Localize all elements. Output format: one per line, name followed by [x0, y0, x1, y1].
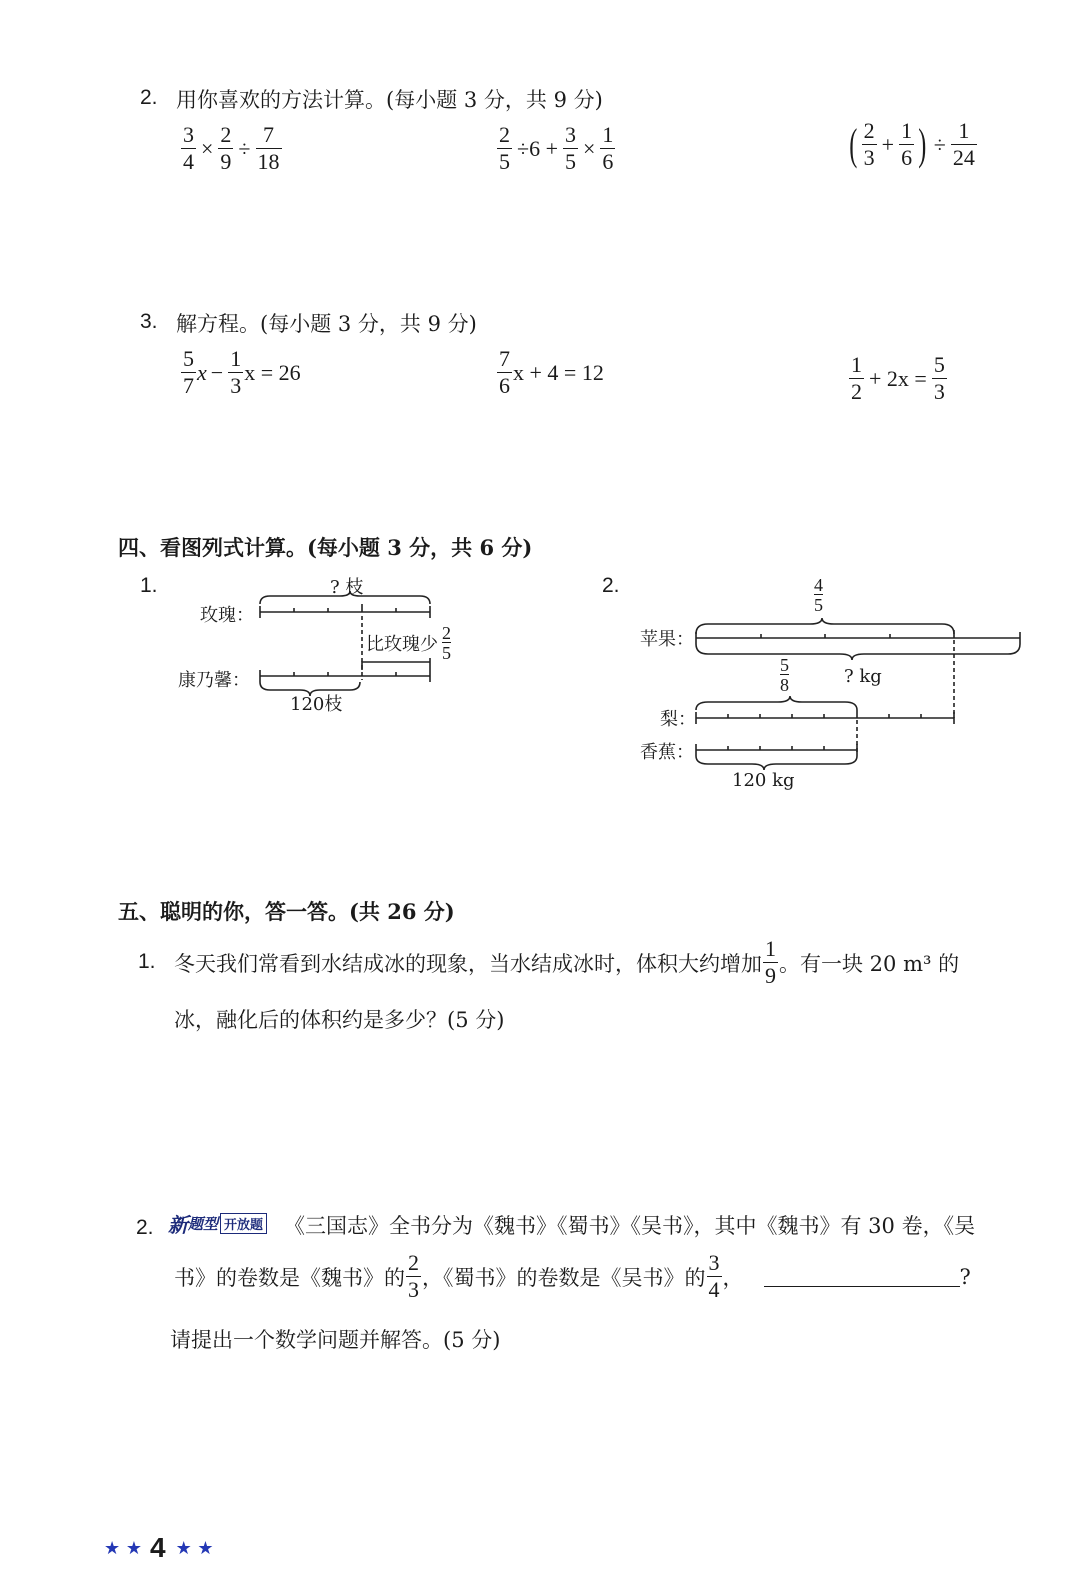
page-footer — [104, 1532, 214, 1564]
banana-amount: 120 kg — [732, 770, 795, 791]
new-open-question-badge: 新 题型 开放题 — [168, 1209, 267, 1238]
problem-1-line-2: 冰，融化后的体积约是多少？(5 分) — [174, 1008, 505, 1032]
star-icon: ★ ★ — [104, 1537, 142, 1559]
less-than-rose-label: 比玫瑰少 2 5 — [366, 623, 451, 663]
answer-blank[interactable] — [764, 1266, 960, 1287]
section-4-title: 四、看图列式计算。(每小题 3 分，共 6 分) — [118, 535, 533, 560]
q3-instruction: 解方程。(每小题 3 分，共 9 分) — [176, 312, 477, 336]
pear-brace — [696, 696, 857, 710]
q2-number: 2. — [140, 86, 158, 109]
problem-1-number: 1. — [138, 950, 156, 973]
star-icon: ★ ★ — [175, 1537, 214, 1559]
q3-equation-3: $\frac{1}{2}$ + 2x = $\frac{5}{3}$ — [851, 352, 945, 404]
q3-number: 3. — [140, 310, 158, 333]
rose-question-label: ? 枝 — [330, 577, 364, 598]
apple-question-label: ? kg — [844, 666, 882, 687]
apple-bottom-brace — [696, 644, 1020, 660]
pear-label: 梨： — [660, 709, 696, 730]
q2-instruction: 用你喜欢的方法计算。(每小题 3 分，共 9 分) — [176, 88, 603, 112]
q3-equation-1: $\frac{5}{7}$ x − $\frac{1}{3}$ x = 26 — [183, 346, 301, 398]
carnation-amount: 120枝 — [290, 694, 343, 715]
problem-1-line-1: 冬天我们常看到水结成冰的现象，当水结成冰时，体积大约增加 $\frac{1}{9}$ 。有一块 20 m³ 的 — [174, 936, 960, 988]
q2-expression-3: ( $\frac{2}{3}$ + $\frac{1}{6}$ ) ÷ $\frac{1}{24}$ — [849, 118, 975, 170]
carnation-label: 康乃馨： — [178, 670, 250, 691]
pear-fraction: 5 8 — [780, 655, 789, 695]
q3-equation-2: $\frac{7}{6}$ x + 4 = 12 — [499, 346, 604, 398]
banana-brace — [696, 756, 857, 770]
q2-expression-1: $\frac{3}{4}$ × $\frac{2}{9}$ ÷ $\frac{7}{18}$ — [183, 122, 280, 174]
rose-label: 玫瑰： — [200, 605, 254, 626]
apple-label: 苹果： — [640, 629, 694, 650]
problem-2-line-1: 《三国志》全书分为《魏书》《蜀书》《吴书》，其中《魏书》有 30 卷，《吴 — [284, 1214, 976, 1238]
diagram-1-number: 1. — [140, 574, 158, 597]
apple-top-brace — [696, 618, 954, 634]
q2-expression-2: $\frac{2}{5}$ ÷6 + $\frac{3}{5}$ × $\frac{1}{6}$ — [499, 122, 614, 174]
section-5-title: 五、聪明的你，答一答。(共 26 分) — [118, 899, 455, 924]
diagram-2-lines — [690, 600, 1030, 780]
apple-fraction: 4 5 — [814, 575, 823, 615]
less-bracket — [362, 662, 430, 670]
diagram-2-number: 2. — [602, 574, 620, 597]
banana-label: 香蕉： — [640, 742, 694, 763]
problem-2-number: 2. — [136, 1216, 154, 1239]
page-number: 4 — [150, 1532, 166, 1563]
problem-2-line-3: 请提出一个数学问题并解答。(5 分) — [170, 1328, 501, 1352]
problem-2-line-2: 书》的卷数是《魏书》的 $\frac{2}{3}$ ，《蜀书》的卷数是《吴书》的 $\frac{3}{4}$ ， ? — [174, 1250, 971, 1302]
